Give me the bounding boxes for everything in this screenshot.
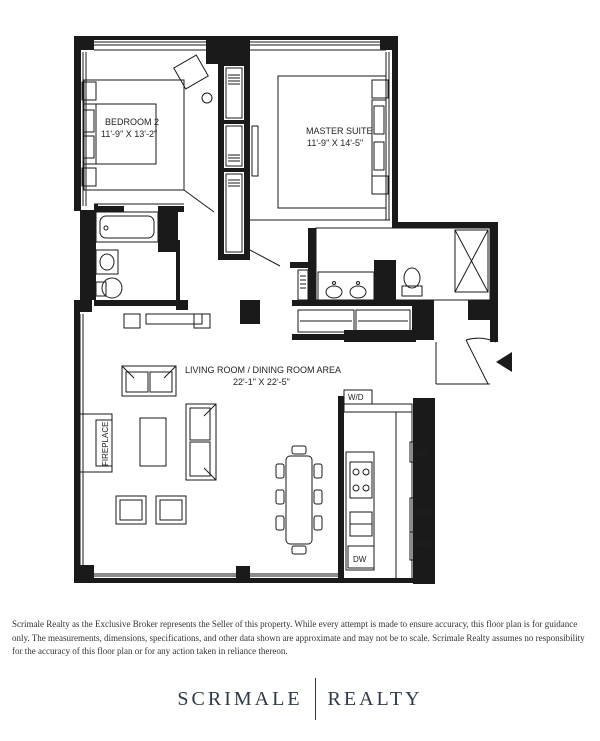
hall-bath xyxy=(96,212,158,298)
entry-arrow-icon xyxy=(496,352,512,372)
master-suite-dims: 11'-9" X 14'-5" xyxy=(307,138,364,148)
bedroom-2-dims: 11'-9" X 13'-2" xyxy=(101,129,158,139)
brand-name-right: REALTY xyxy=(327,687,423,710)
brand-name-left: SCRIMALE xyxy=(177,687,303,710)
master-suite xyxy=(250,50,390,266)
living-room-dims: 22'-1" X 22'-5" xyxy=(233,377,290,387)
refrigerator-label: REF xyxy=(414,508,430,517)
wc-label: WC xyxy=(414,449,428,458)
living-room-name: LIVING ROOM / DINING ROOM AREA xyxy=(185,365,342,375)
dishwasher-label: DW xyxy=(353,555,367,564)
master-suite-name: MASTER SUITE xyxy=(306,126,373,136)
pantry-label: PAN xyxy=(414,540,430,549)
living-dining xyxy=(80,314,322,554)
brand-divider xyxy=(315,678,316,720)
disclaimer-text: Scrimale Realty as the Exclusive Broker represents the Seller of this property. While every attempt is made to ensure accuracy, this floor plan is for guidance only. The measurements, dimensions, specifications, and other data shown are approximate and may not be to scale. Scrimale Realty assumes no responsibility for the accuracy of this floor plan or for any action taken in reliance thereon. xyxy=(12,619,585,656)
brand-logo xyxy=(0,676,600,722)
entry-door xyxy=(466,338,496,384)
fireplace-label: FIREPLACE xyxy=(101,421,110,466)
closets xyxy=(226,68,258,252)
washer-dryer-label: W/D xyxy=(348,393,364,402)
bedroom-2-name: BEDROOM 2 xyxy=(105,117,160,127)
